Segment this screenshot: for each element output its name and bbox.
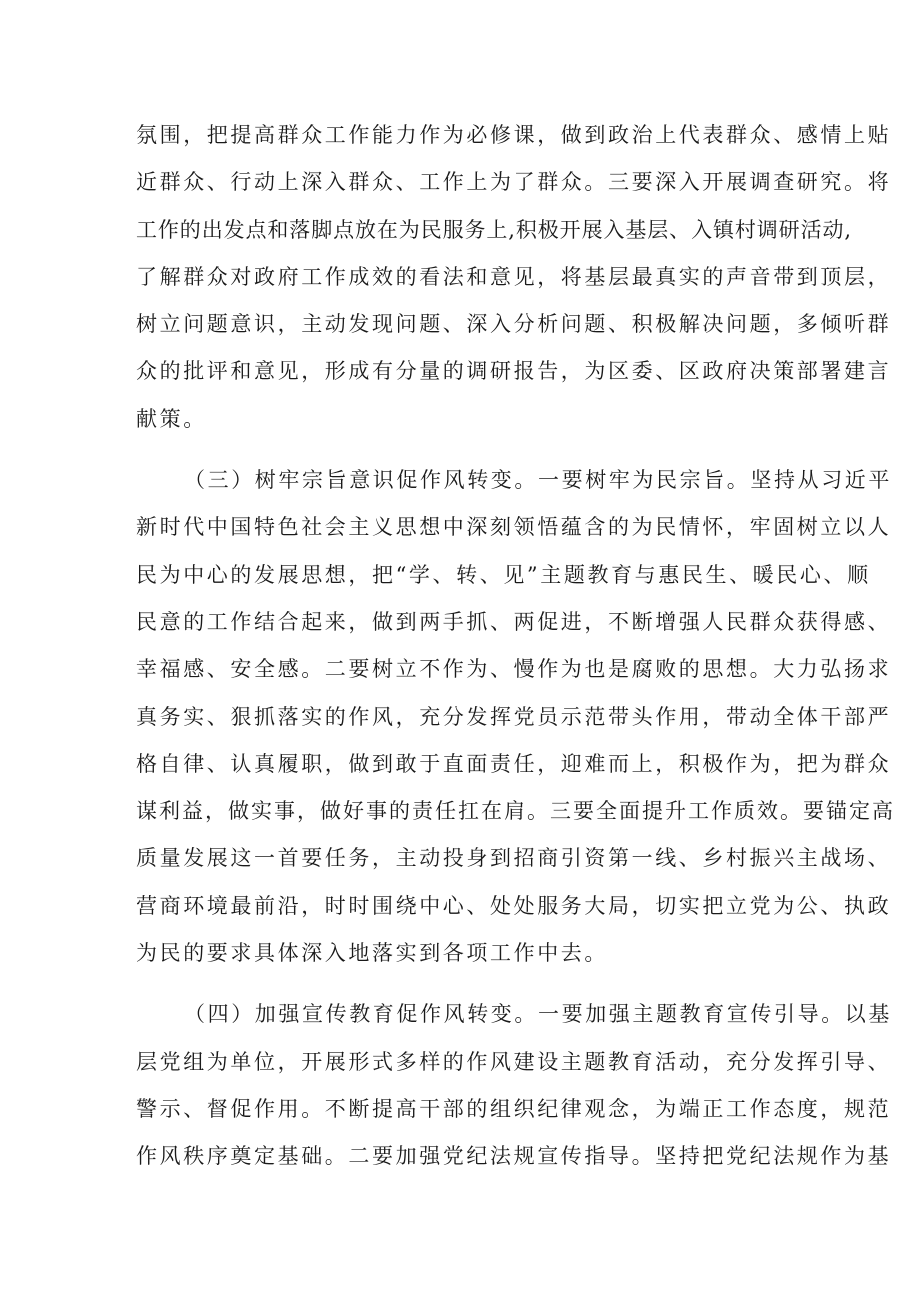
text-line: 幸福感、安全感。二要树立不作为、慢作为也是腐败的思想。大力弘扬求 [136, 657, 892, 682]
text-line: 谋利益，做实事，做好事的责任扛在肩。三要全面提升工作质效。要锚定高 [136, 799, 895, 824]
text-line: 真务实、狠抓落实的作风，充分发挥党员示范带头作用，带动全体干部严 [136, 704, 892, 729]
text-line: 营商环境最前沿，时时围绕中心、处处服务大局，切实把立党为公、执政 [136, 893, 892, 918]
text-line: 献策。 [136, 406, 207, 431]
paragraph-gap [136, 443, 796, 457]
paragraph [136, 991, 892, 1180]
text-line: 格自律、认真履职，做到敢于直面责任，迎难而上，积极作为，把为群众 [136, 751, 892, 776]
body-text [136, 112, 895, 1181]
text-line: 民意的工作结合起来，做到两手抓、两促进，不断增强人民群众获得感、 [136, 609, 892, 634]
text-line: 了解群众对政府工作成效的看法和意见，将基层最真实的声音带到顶层， [136, 264, 892, 289]
text-line: 为民的要求具体深入地落实到各项工作中去。 [136, 941, 608, 966]
text-line: 作风秩序奠定基础。二要加强党纪法规宣传指导。坚持把党纪法规作为基 [136, 1144, 892, 1169]
text-line: 警示、督促作用。不断提高干部的组织纪律观念，为端正工作态度，规范 [136, 1096, 892, 1121]
text-line: 近群众、行动上深入群众、工作上为了群众。三要深入开展调查研究。将 [136, 170, 892, 195]
text-line: 层党组为单位，开展形式多样的作风建设主题教育活动，充分发挥引导、 [136, 1049, 892, 1074]
paragraph-gap [136, 977, 796, 991]
text-line: 树立问题意识，主动发现问题、深入分析问题、积极解决问题，多倾听群 [136, 312, 892, 337]
text-line: 工作的出发点和落脚点放在为民服务上,积极开展入基层、入镇村调研活动, [136, 217, 852, 242]
paragraph [136, 457, 895, 977]
text-line: 新时代中国特色社会主义思想中深刻领悟蕴含的为民情怀，牢固树立以人 [136, 515, 892, 540]
text-line: （三）树牢宗旨意识促作风转变。一要树牢为民宗旨。坚持从习近平 [184, 468, 892, 493]
text-line: （四）加强宣传教育促作风转变。一要加强主题教育宣传引导。以基 [184, 1002, 892, 1027]
paragraph [136, 112, 892, 443]
text-line: 质量发展这一首要任务，主动投身到招商引资第一线、乡村振兴主战场、 [136, 846, 892, 871]
text-line: 众的批评和意见，形成有分量的调研报告，为区委、区政府决策部署建言 [136, 359, 892, 384]
text-line: 氛围，把提高群众工作能力作为必修课，做到政治上代表群众、感情上贴 [136, 123, 892, 147]
text-line: 民为中心的发展思想，把“学、转、见”主题教育与惠民生、暖民心、顺 [136, 562, 871, 587]
